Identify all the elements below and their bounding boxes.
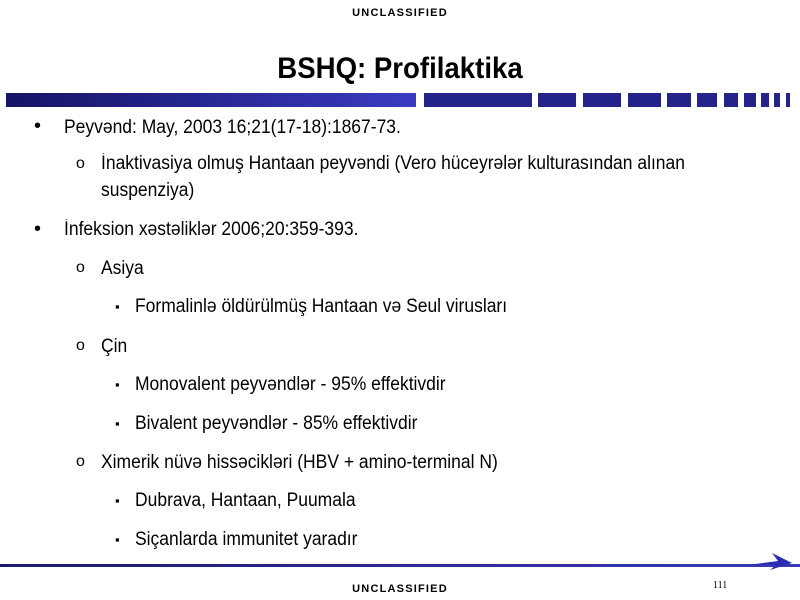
list-item: Monovalent peyvəndlər - 95% effektivdir — [135, 374, 446, 395]
title-decorative-bar — [6, 93, 794, 107]
classification-header: UNCLASSIFIED — [352, 7, 448, 19]
list-item: Çin — [101, 336, 128, 357]
bullet-marker: o — [76, 337, 85, 354]
arrow-icon — [748, 553, 792, 571]
list-item: Ximerik nüvə hissəcikləri (HBV + amino-terminal N) — [101, 452, 498, 473]
bullet-marker: o — [76, 155, 85, 172]
bullet-marker: o — [76, 453, 85, 470]
list-item-continuation: suspenziya) — [101, 180, 195, 201]
list-item: İnaktivasiya olmuş Hantaan peyvəndi (Vero hüceyrələr kulturasından alınan — [101, 153, 685, 174]
bullet-marker: • — [34, 218, 42, 240]
bullet-marker: ▪ — [115, 416, 120, 431]
list-item: Formalinlə öldürülmüş Hantaan və Seul virusları — [135, 296, 508, 317]
list-item: Asiya — [101, 258, 144, 279]
list-item: Peyvənd: May, 2003 16;21(17-18):1867-73. — [64, 117, 401, 138]
bullet-marker: ▪ — [115, 532, 120, 547]
slide-title: BSHQ: Profilaktika — [277, 52, 523, 85]
bullet-marker: ▪ — [115, 299, 120, 314]
list-item: Bivalent peyvəndlər - 85% effektivdir — [135, 413, 418, 434]
list-item: İnfeksion xəstəliklər 2006;20:359-393. — [64, 219, 359, 240]
footer-rule — [0, 564, 800, 567]
page-number: 111 — [713, 580, 728, 591]
list-item: Dubrava, Hantaan, Puumala — [135, 490, 356, 511]
list-item: Siçanlarda immunitet yaradır — [135, 529, 358, 550]
bullet-marker: • — [34, 115, 42, 137]
bullet-marker: ▪ — [115, 377, 120, 392]
classification-footer: UNCLASSIFIED — [352, 583, 448, 595]
bullet-marker: o — [76, 259, 85, 276]
bullet-marker: ▪ — [115, 493, 120, 508]
